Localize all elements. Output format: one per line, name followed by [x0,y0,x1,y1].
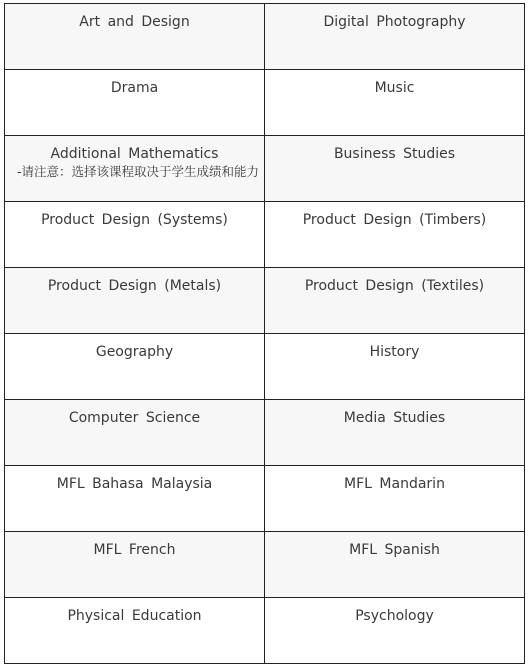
subject-cell: MFL French [5,532,265,598]
subject-cell: Product Design (Systems) [5,202,265,268]
subject-cell: Product Design (Metals) [5,268,265,334]
table-row [5,334,525,400]
subject-note: -请注意：选择该课程取决于学生成绩和能力 [17,164,260,179]
table-row [5,4,525,70]
table-row [5,598,525,664]
subjects-table [4,3,525,664]
table-row [5,466,525,532]
subject-cell: MFL Spanish [265,532,525,598]
table-row [5,268,525,334]
subject-cell: Computer Science [5,400,265,466]
subject-cell: Digital Photography [265,4,525,70]
subjects-table-container [4,3,525,664]
table-row [5,202,525,268]
subject-cell: Psychology [265,598,525,664]
table-row [5,532,525,598]
subject-cell [5,136,265,202]
subject-cell: Business Studies [265,136,525,202]
table-row [5,400,525,466]
subject-cell: Media Studies [265,400,525,466]
subject-cell: MFL Bahasa Malaysia [5,466,265,532]
subject-cell: Drama [5,70,265,136]
subject-cell: Product Design (Textiles) [265,268,525,334]
subject-cell: Art and Design [5,4,265,70]
table-row [5,136,525,202]
subject-cell: Geography [5,334,265,400]
subject-name: Additional Mathematics [50,146,219,162]
subject-cell: Physical Education [5,598,265,664]
subject-cell: Music [265,70,525,136]
subject-cell: MFL Mandarin [265,466,525,532]
subject-cell: Product Design (Timbers) [265,202,525,268]
table-row [5,70,525,136]
subject-cell: History [265,334,525,400]
